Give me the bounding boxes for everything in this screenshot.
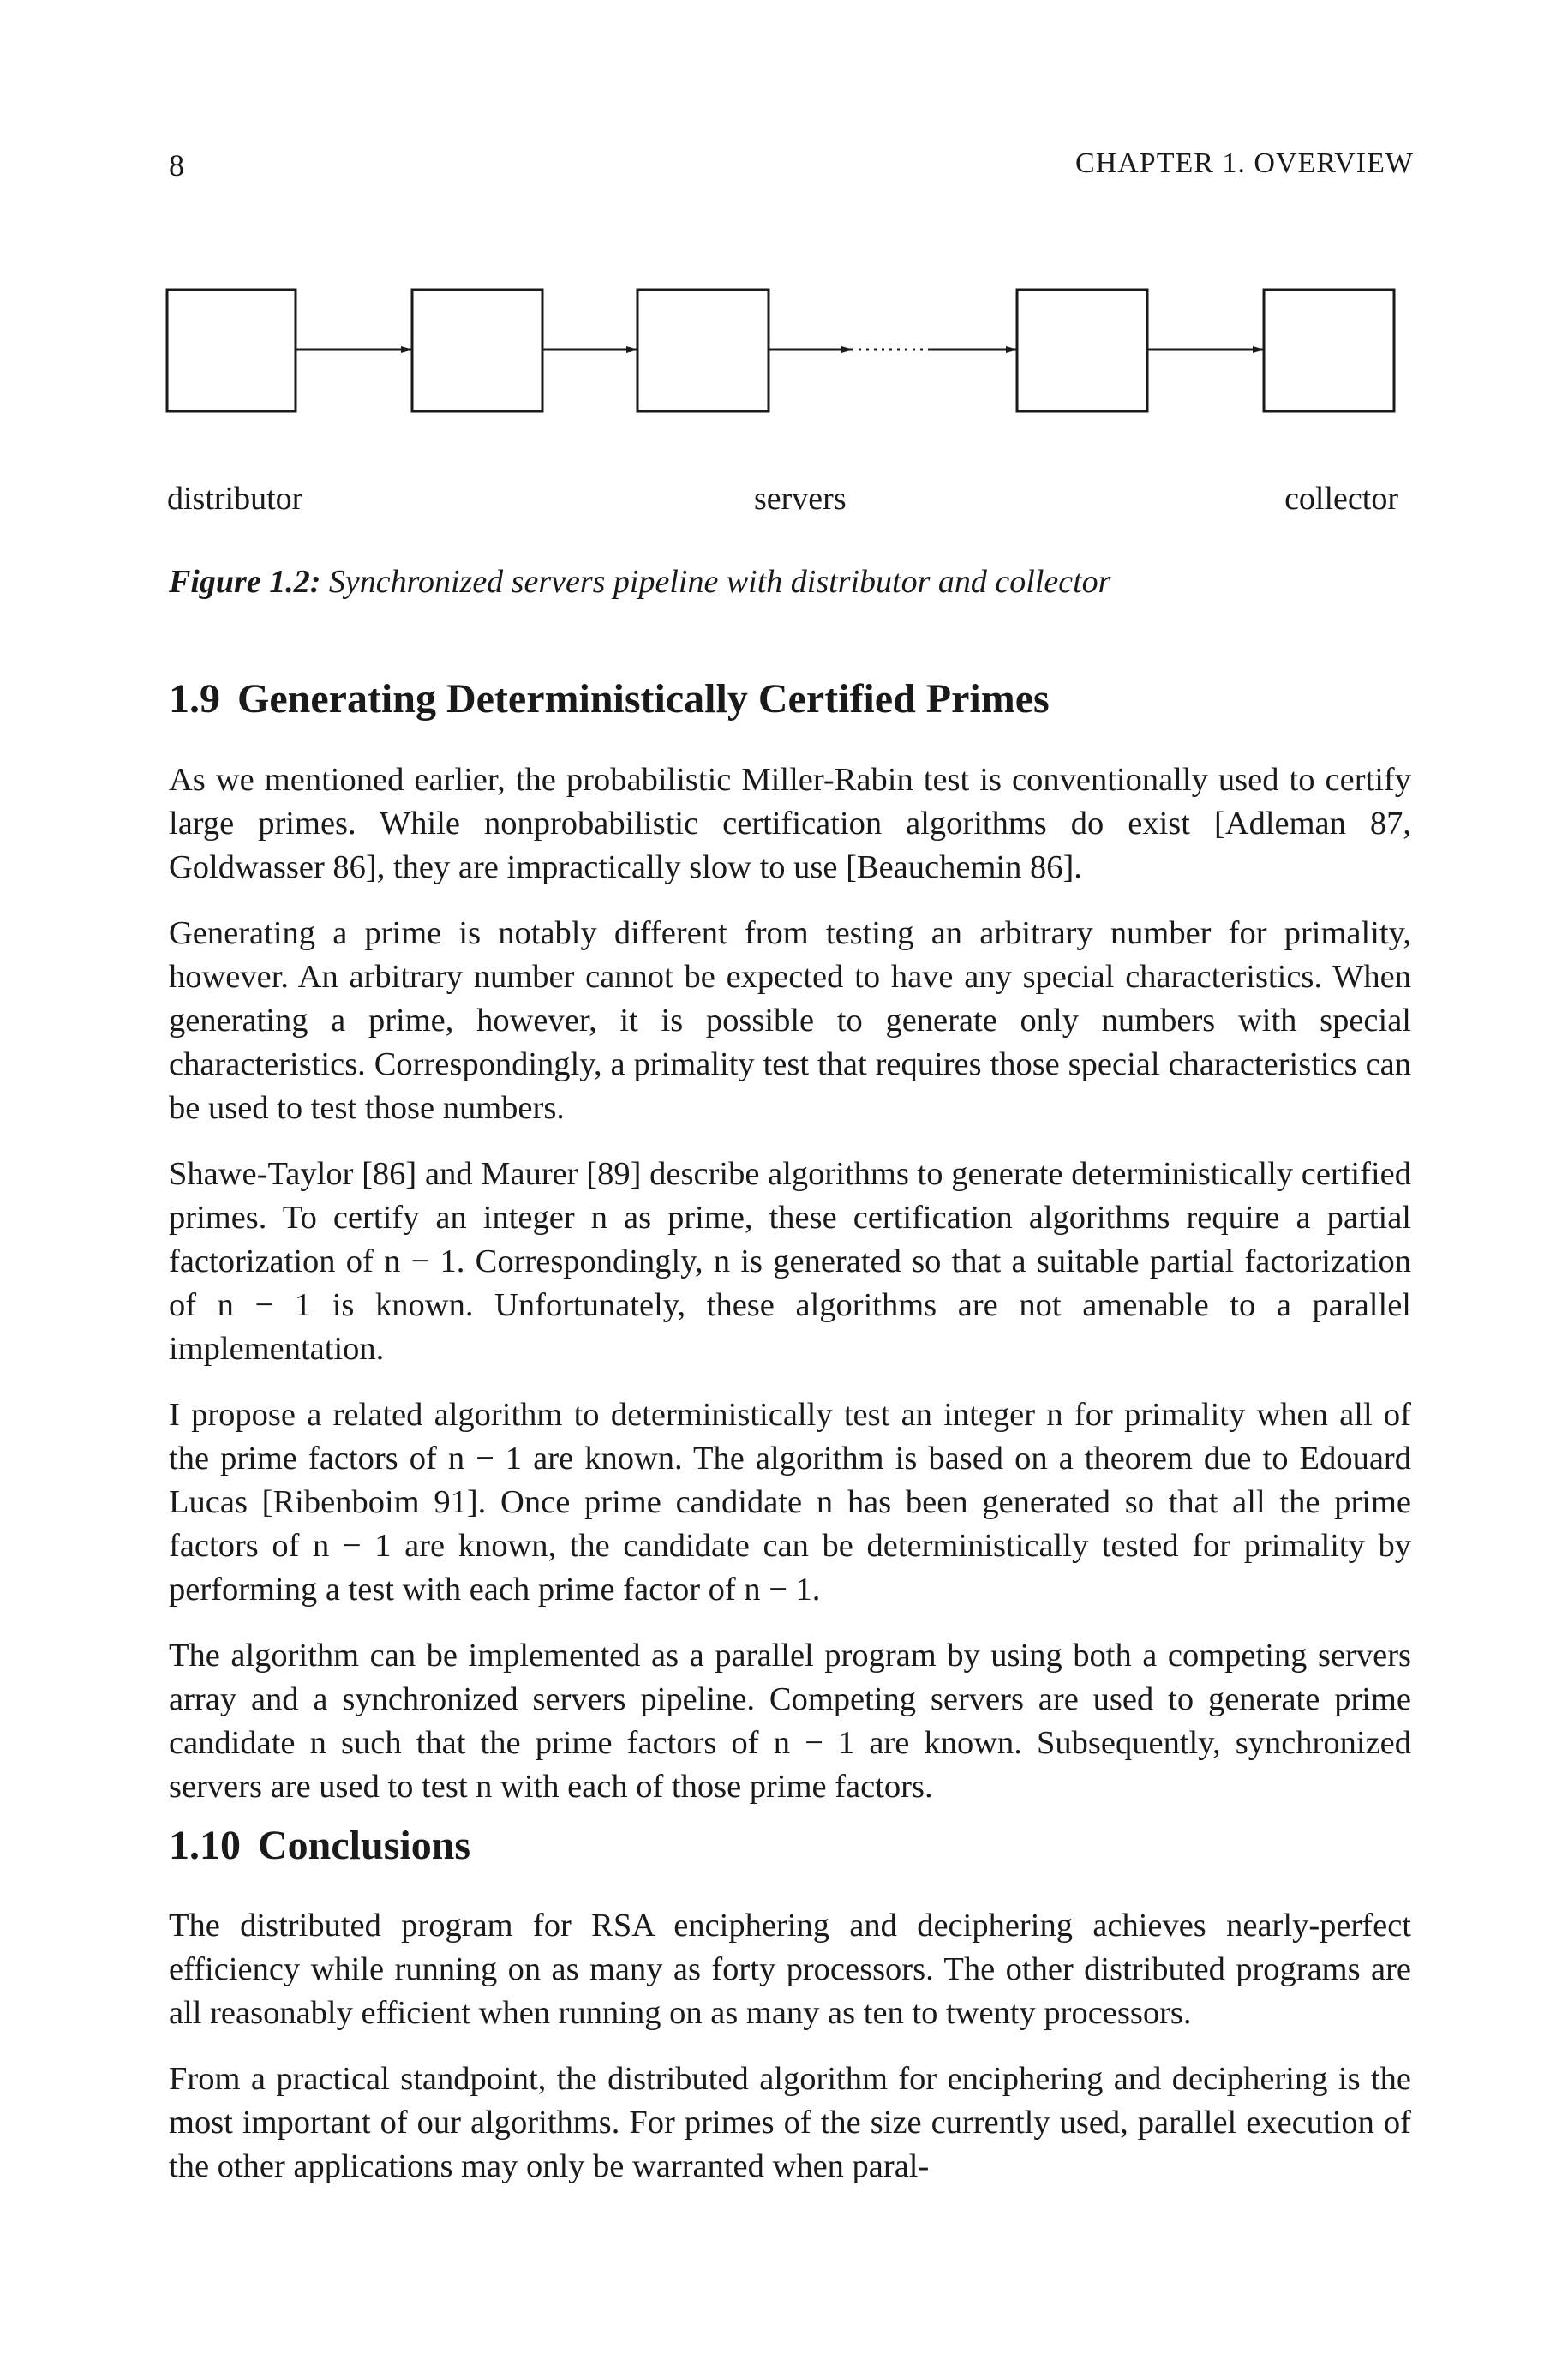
- distributor-box: [167, 290, 296, 411]
- paragraph: I propose a related algorithm to deterministically test an integer n for primality when all of the prime factors of n − 1 are known. The algorithm is based on a theorem due to Edouard Lucas [Ribenboim 91]. Once prime candidate n has been generated so that all the prime factors of n − 1 are known, the candidate can be deterministically tested for primality by performing a test with each prime factor of n − 1.: [169, 1397, 1411, 1608]
- paragraph: As we mentioned earlier, the probabilistic Miller-Rabin test is conventionally used to certify large primes. While nonprobabilistic certification algorithms do exist [Adleman 87, Goldwasser 86], they are impractically slow to use [Beauchemin 86].: [169, 762, 1411, 885]
- pipeline-diagram: [129, 274, 1431, 446]
- label-servers: servers: [754, 481, 847, 517]
- section-title: Generating Deterministically Certified Primes: [237, 676, 1050, 722]
- server-box-last: [1017, 290, 1147, 411]
- page-number: 8: [169, 148, 184, 183]
- paragraph: Shawe-Taylor [86] and Maurer [89] describe algorithms to generate deterministically certified primes. To certify an integer n as prime, these certification algorithms require a partial factorization of n − 1. Correspondingly, n is generated so that a suitable partial factorization of n − 1 is known. Unfortunately, these algorithms are not amenable to a parallel implementation.: [169, 1156, 1411, 1367]
- section-heading-1-9: [169, 675, 1050, 722]
- section-heading-1-10: [169, 1822, 470, 1869]
- figure-caption: [169, 563, 1110, 601]
- paragraph: The algorithm can be implemented as a parallel program by using both a competing servers array and a synchronized servers pipeline. Competing servers are used to generate prime candidate n such that the prime factors of n − 1 are known. Subsequently, synchronized servers are used to test n with each of those prime factors.: [169, 1638, 1411, 1805]
- section-body-1-9: [169, 758, 1411, 1831]
- server-box-2: [637, 290, 769, 411]
- section-title: Conclusions: [258, 1823, 471, 1868]
- figure-label: Figure 1.2:: [169, 564, 321, 600]
- figure-caption-text: Synchronized servers pipeline with distributor and collector: [328, 564, 1111, 600]
- paragraph: Generating a prime is notably different from testing an arbitrary number for primality, however. An arbitrary number cannot be expected to have any special characteristics. When generating a prime, however, it is possible to generate only numbers with special characteristics. Correspondingly, a primality test that requires those special characteristics can be used to test those numbers.: [169, 915, 1411, 1126]
- server-box-1: [412, 290, 542, 411]
- paragraph: The distributed program for RSA enciphering and deciphering achieves nearly-perfect efficiency while running on as many as forty processors. The other distributed programs are all reasonably efficient when running on as many as ten to twenty processors.: [169, 1908, 1411, 2031]
- section-body-1-10: [169, 1904, 1411, 2211]
- paragraph: From a practical standpoint, the distributed algorithm for enciphering and deciphering is the most important of our algorithms. For primes of the size currently used, parallel execution of the other applications may only be warranted when paral-: [169, 2061, 1411, 2184]
- running-head: CHAPTER 1. OVERVIEW: [1075, 147, 1414, 179]
- section-number: 1.9: [169, 676, 220, 722]
- section-number: 1.10: [169, 1823, 241, 1868]
- label-distributor: distributor: [167, 481, 303, 517]
- label-collector: collector: [1284, 481, 1398, 517]
- collector-box: [1264, 290, 1394, 411]
